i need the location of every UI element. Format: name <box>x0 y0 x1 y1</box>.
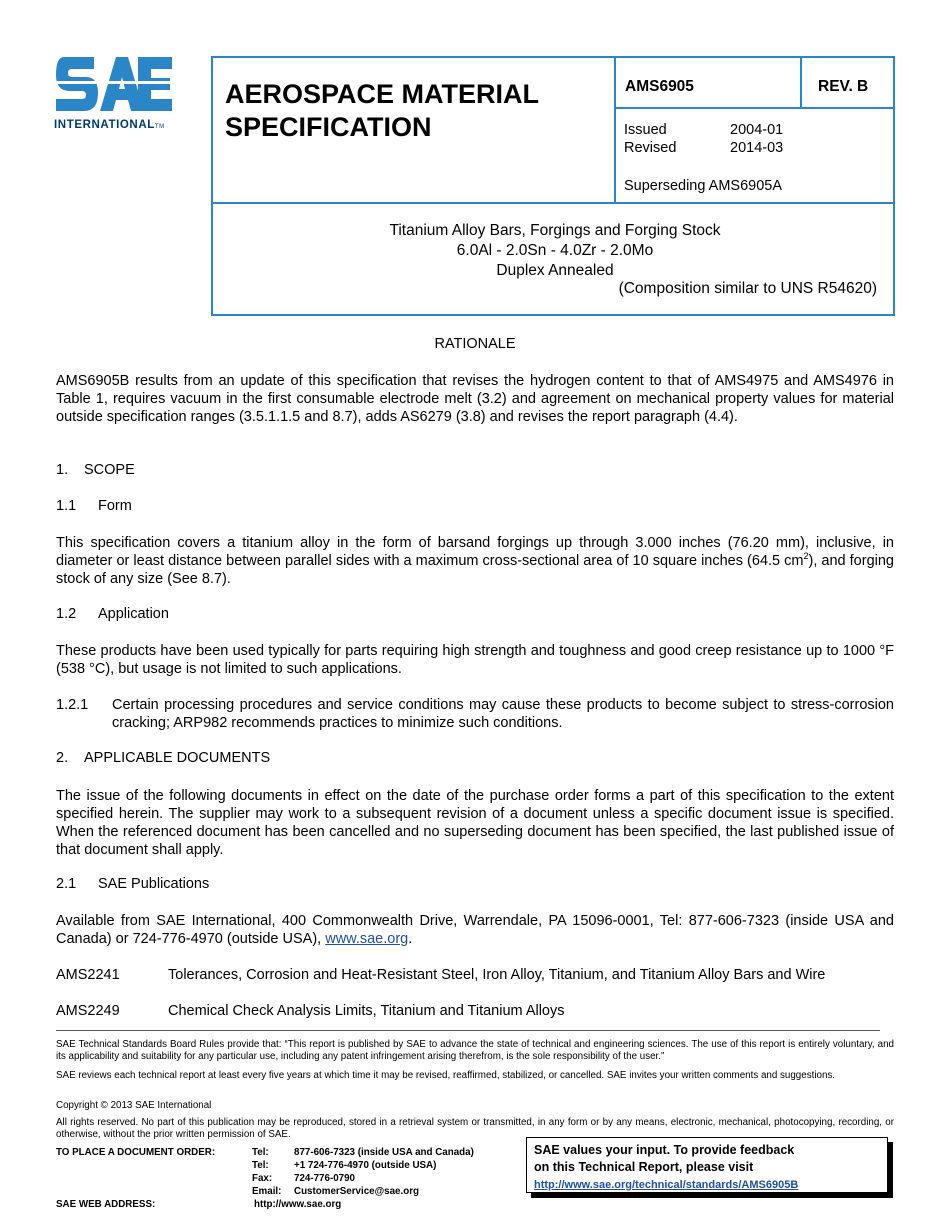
footer-copyright: Copyright © 2013 SAE International <box>56 1100 212 1111</box>
section-1-2-paragraph: These products have been used typically for parts requiring high strength and toughness and good creep resistance up to 1000 °F (538 °C), but usage is not limited to such applications. <box>56 643 894 677</box>
contact-row <box>252 1173 356 1184</box>
issued-label: Issued <box>624 122 667 138</box>
section-1-2-1 <box>56 696 894 732</box>
sae-website-link[interactable]: www.sae.org <box>325 931 409 947</box>
section-1-1-number: 1.1 <box>56 498 77 514</box>
contact-row <box>252 1160 437 1171</box>
feedback-line-2: on this Technical Report, please visit <box>534 1160 754 1174</box>
section-2-1-heading <box>56 876 209 892</box>
contact-label: Fax: <box>252 1173 273 1184</box>
contact-value: 724-776-0790 <box>294 1173 356 1184</box>
contact-row <box>252 1186 419 1197</box>
contact-label: Email: <box>252 1186 282 1197</box>
subject-line-3: Duplex Annealed <box>496 262 614 279</box>
section-1-2-1-number: 1.2.1 <box>56 697 89 713</box>
rationale-paragraph: AMS6905B results from an update of this specification that revises the hydrogen content to that of AMS4975 and AMS4976 in Table 1, requires vacuum in the first consumable electrode melt (3.2) and agreement on mechanical property values for material outside specification ranges (3.5.1.1.5 and 8.7), adds AS6279 (3.8) and revises the report paragraph (4.4). <box>56 373 894 425</box>
subject-line-1: Titanium Alloy Bars, Forgings and Forging Stock <box>389 222 721 239</box>
web-address-label: SAE WEB ADDRESS: <box>56 1199 156 1210</box>
revised-row <box>624 140 784 156</box>
revised-value: 2014-03 <box>730 140 784 156</box>
contact-value: +1 724-776-4970 (outside USA) <box>294 1160 437 1171</box>
contact-label: Tel: <box>252 1160 269 1171</box>
contact-value[interactable]: CustomerService@sae.org <box>294 1186 419 1197</box>
feedback-line-1: SAE values your input. To provide feedback <box>534 1143 795 1157</box>
section-2-1-title: SAE Publications <box>98 876 210 892</box>
section-2-title: APPLICABLE DOCUMENTS <box>84 750 271 766</box>
section-1-2-number: 1.2 <box>56 606 77 622</box>
superseding-note: Superseding AMS6905A <box>624 178 782 194</box>
footer-disclaimer: SAE Technical Standards Board Rules provide that: “This report is published by SAE to advance the state of technical and engineering sciences. The use of this report is entirely voluntary, and its applicability and suitability for any particular use, including any patent infringement arising therefrom, is the sole responsibility of the user.” <box>56 1039 894 1062</box>
section-1-2-title: Application <box>98 606 169 622</box>
section-2-paragraph: The issue of the following documents in effect on the date of the purchase order forms a part of this specification to the extent specified herein. The supplier may work to a subsequent revision of a document unless a specific document issue is specified. When the referenced document has been cancelled and no superseding document has been specified, the last published issue of that document shall apply. <box>56 788 894 858</box>
reference-title: Tolerances, Corrosion and Heat-Resistant Steel, Iron Alloy, Titanium, and Titanium Alloy Bars and Wire <box>168 967 826 983</box>
rationale-heading: RATIONALE <box>434 336 516 352</box>
revision-label: REV. B <box>818 78 869 95</box>
doc-type-box <box>211 56 616 204</box>
logo-subtext: INTERNATIONALTM <box>54 119 165 131</box>
sae-logo <box>54 53 184 135</box>
feedback-box <box>526 1137 888 1193</box>
section-1-2-1-text: Certain processing procedures and service conditions may cause these products to become subject to stress-corrosion cracking; ARP982 recommends practices to minimize such conditions. <box>112 697 894 731</box>
contact-value: 877-606-7323 (inside USA and Canada) <box>294 1147 474 1158</box>
subject-composition: (Composition similar to UNS R54620) <box>618 280 877 297</box>
order-label: TO PLACE A DOCUMENT ORDER: <box>56 1147 216 1158</box>
revision-box <box>800 56 895 109</box>
sae-logo-icon <box>54 53 174 115</box>
reference-code: AMS2249 <box>56 1003 120 1019</box>
doc-number-box <box>614 56 802 109</box>
section-2-1-paragraph: Available from SAE International, 400 Commonwealth Drive, Warrendale, PA 15096-0001, Tel: 877-606-7323 (inside USA and Canada) or 724-776-4970 (outside USA), www.sae.org. <box>56 913 894 947</box>
footer-review-note: SAE reviews each technical report at least every five years at which time it may be revised, reaffirmed, stabilized, or cancelled. SAE invites your written comments and suggestions. <box>56 1070 836 1081</box>
section-1-1-title: Form <box>98 498 132 514</box>
reference-title: Chemical Check Analysis Limits, Titanium and Titanium Alloys <box>168 1003 565 1019</box>
section-1-number: 1. <box>56 462 69 478</box>
section-1-2-heading <box>56 606 169 622</box>
revised-label: Revised <box>624 140 677 156</box>
section-2-number: 2. <box>56 750 69 766</box>
issued-row <box>624 122 784 138</box>
section-1-1-heading <box>56 498 132 514</box>
section-2-1-number: 2.1 <box>56 876 77 892</box>
doc-type-title: AEROSPACE MATERIAL SPECIFICATION <box>225 79 539 142</box>
section-1-1-paragraph: This specification covers a titanium alloy in the form of barsand forgings up through 3.000 inches (76.20 mm), inclusive, in diameter or least distance between parallel sides with a maximum cross-sectional area of 10 square inches (64.5 $cm^2$), and forging stock of any size (See 8.7). <box>56 535 894 587</box>
reference-code: AMS2241 <box>56 967 120 983</box>
section-2-heading <box>56 750 270 766</box>
subject-line-2: 6.0Al - 2.0Sn - 4.0Zr - 2.0Mo <box>456 242 654 259</box>
dates-box <box>614 107 895 204</box>
subject-box <box>211 202 895 316</box>
footer-divider <box>56 1030 880 1031</box>
contact-label: Tel: <box>252 1147 269 1158</box>
footer-rights: All rights reserved. No part of this publication may be reproduced, stored in a retrieval system or transmitted, in any form or by any means, electronic, mechanical, photocopying, recording, or otherwise, without the prior written permission of SAE. <box>56 1117 894 1140</box>
doc-number: AMS6905 <box>625 78 694 95</box>
issued-value: 2004-01 <box>730 122 784 138</box>
section-1-title: SCOPE <box>84 462 135 478</box>
web-address-value[interactable]: http://www.sae.org <box>254 1199 342 1210</box>
section-1-heading <box>56 462 135 478</box>
feedback-link[interactable]: http://www.sae.org/technical/standards/AMS6905B <box>534 1179 799 1191</box>
contact-row <box>252 1147 474 1158</box>
